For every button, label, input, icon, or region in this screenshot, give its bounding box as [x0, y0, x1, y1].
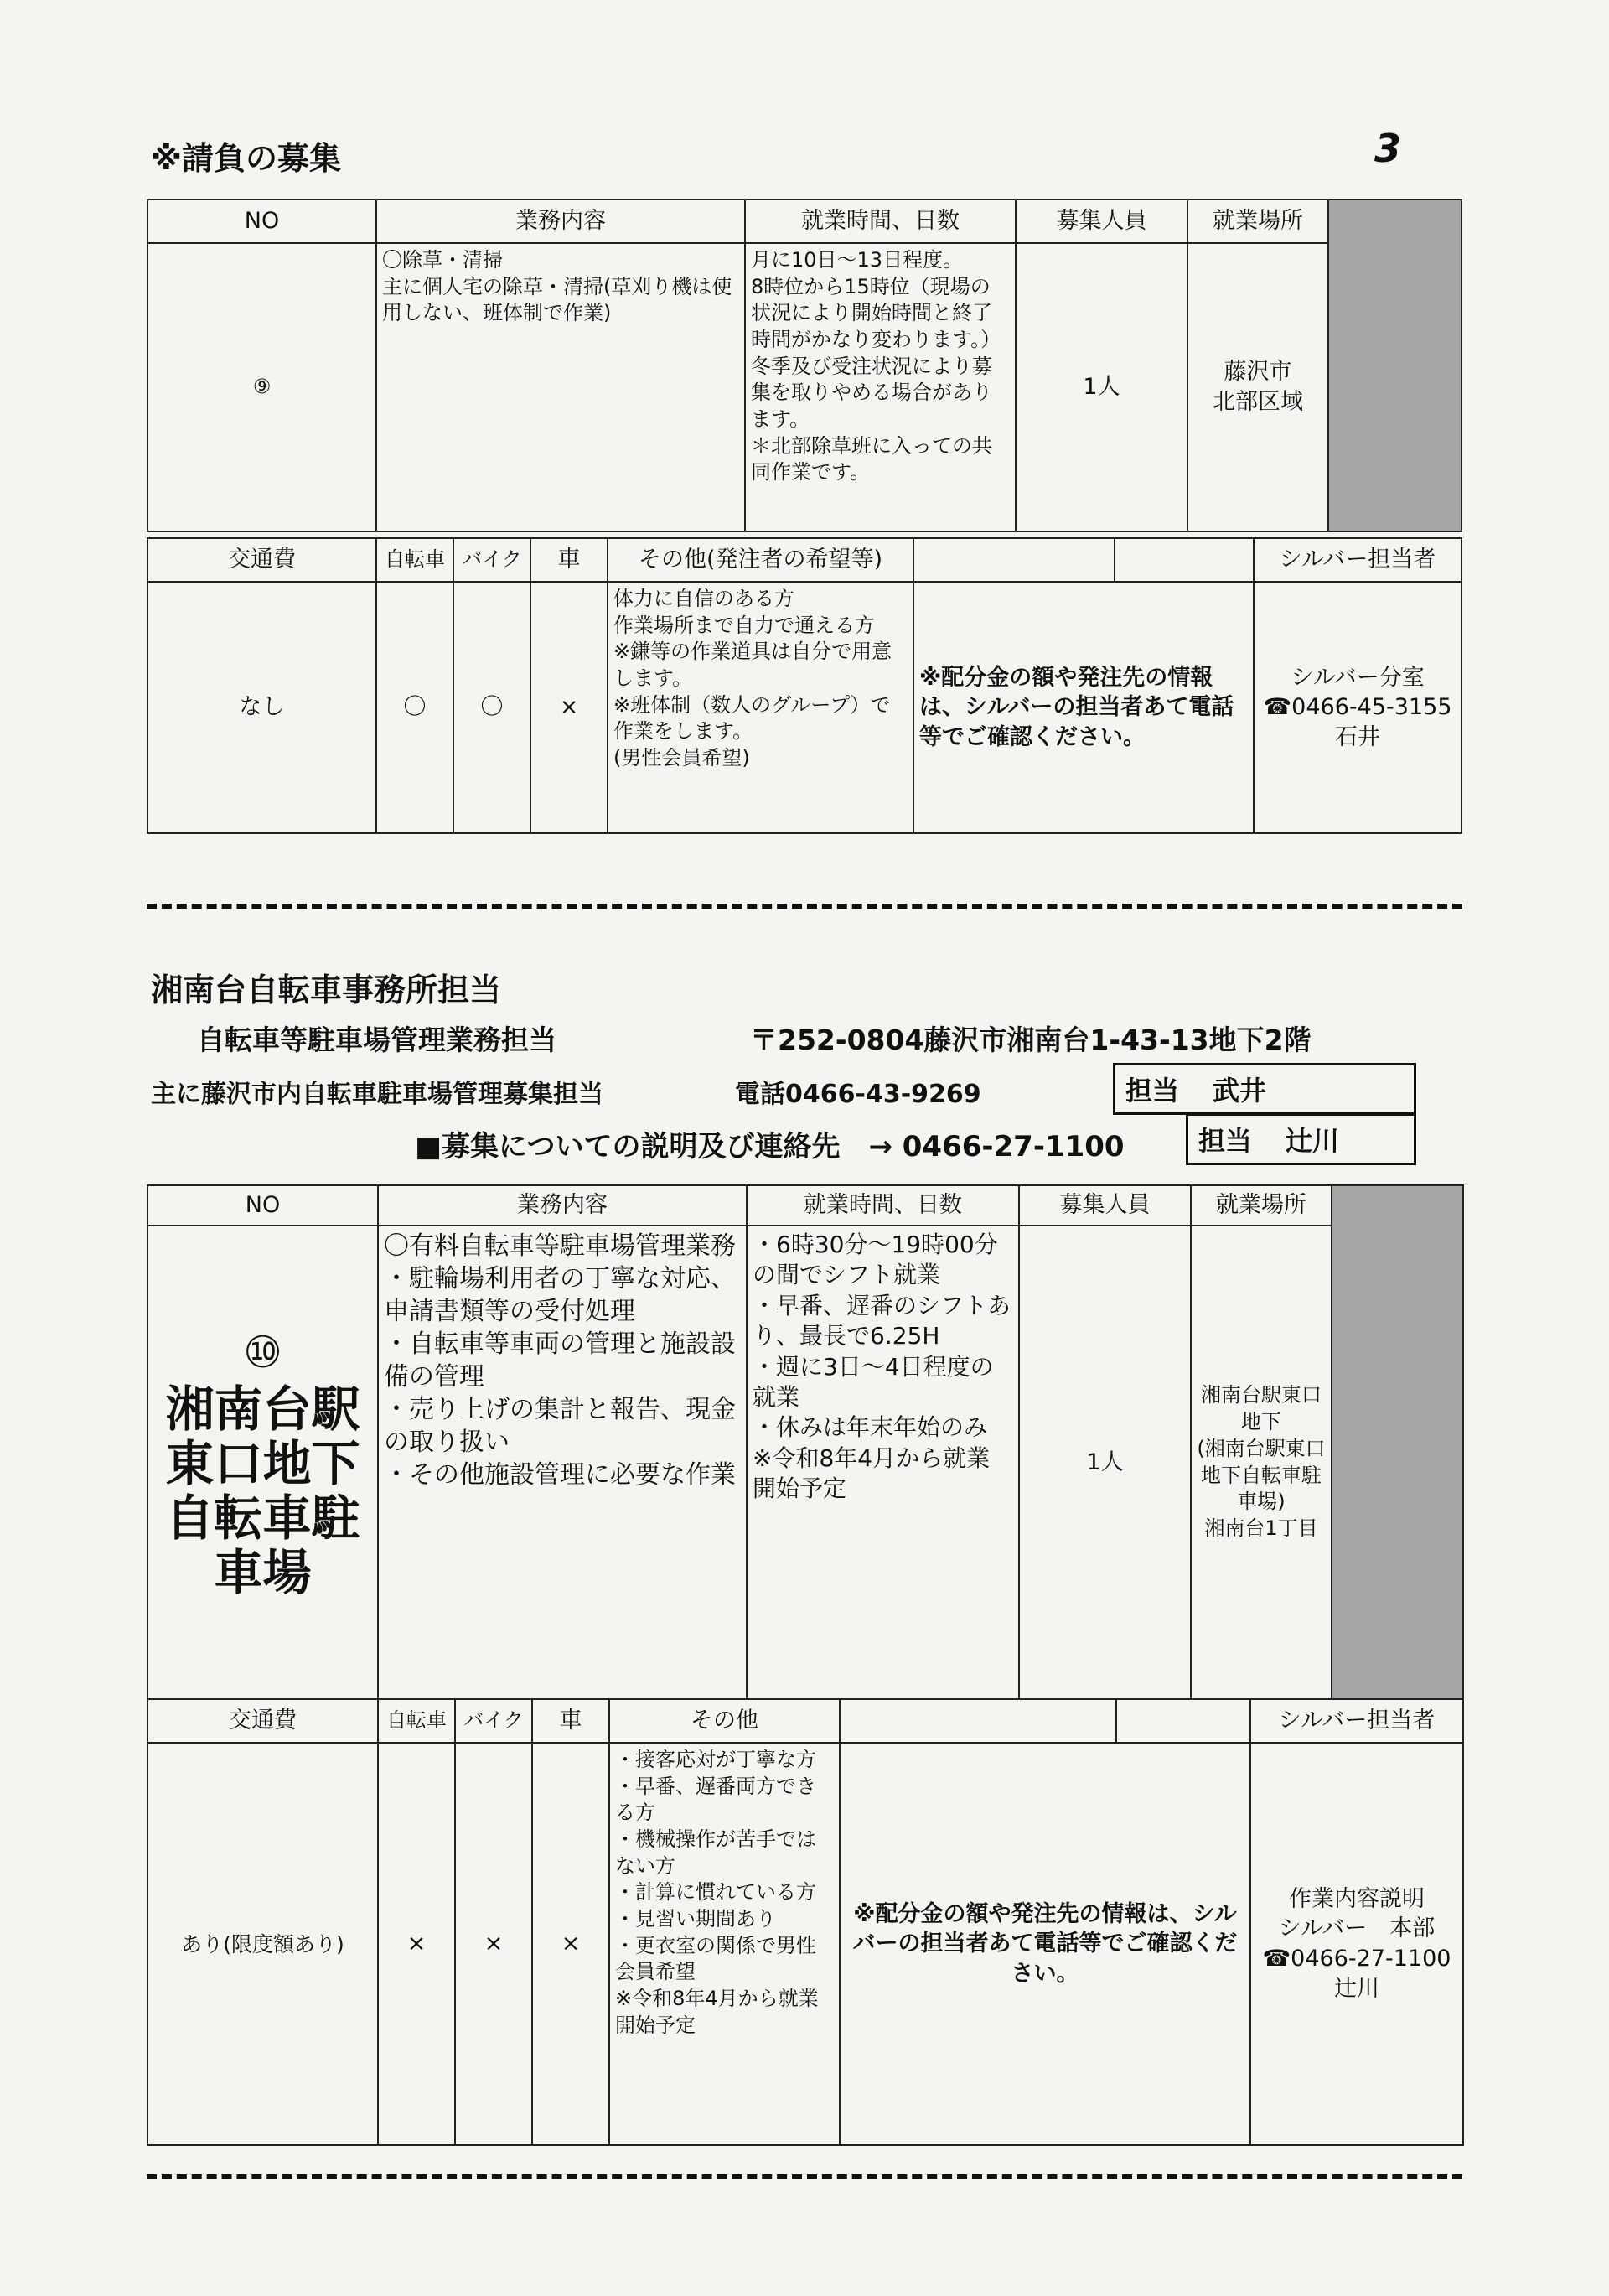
- box-label: 担当: [1125, 1075, 1180, 1107]
- header-other: その他: [609, 1699, 840, 1743]
- transport-value: あり(限度額あり): [147, 1743, 378, 2145]
- staff-value: シルバー分室 ☎0466-45-3155 石井: [1254, 582, 1462, 833]
- header-staff: シルバー担当者: [1254, 538, 1462, 582]
- header-bike: バイク: [453, 538, 530, 582]
- header-no: NO: [147, 1185, 378, 1226]
- shaded-cell: [1332, 1185, 1463, 1699]
- header-work: 業務内容: [378, 1185, 747, 1226]
- job-table-2: [147, 1184, 1464, 1700]
- divider-line: [147, 2174, 1462, 2179]
- shaded-cell: [1328, 200, 1462, 531]
- job-number: ⑩: [243, 1328, 282, 1379]
- section-title: ※請負の募集: [151, 140, 341, 177]
- blank-cell: [1115, 538, 1254, 582]
- header-other: その他(発注者の希望等): [608, 538, 913, 582]
- job-table-1: [147, 199, 1462, 532]
- header-transport: 交通費: [147, 1699, 378, 1743]
- bike-value: ×: [455, 1743, 532, 2145]
- conditions-table-2: [147, 1698, 1464, 2146]
- staff-value: 作業内容説明 シルバー 本部 ☎0466-27-1100 辻川: [1250, 1743, 1463, 2145]
- contact-box-takei: [1113, 1063, 1416, 1115]
- header-people: 募集人員: [1016, 200, 1187, 243]
- job-location-name: 湘南台駅 東口地下 自転車駐 車場: [165, 1380, 360, 1601]
- other-value: 体力に自信のある方 作業場所まで自力で通える方 ※鎌等の作業道具は自分で用意します。 ※班体制（数人のグループ）で作業をします。 (男性会員希望): [608, 582, 913, 833]
- office-phone: 電話0466-43-9269: [735, 1080, 981, 1109]
- header-staff: シルバー担当者: [1250, 1699, 1463, 1743]
- job-hours: ・6時30分～19時00分の間でシフト就業 ・早番、遅番のシフトあり、最長で6.25H ・週に3日～4日程度の就業 ・休みは年末年始のみ ※令和8年4月から就業開始予定: [747, 1226, 1019, 1699]
- job-work: 〇有料自転車等駐車場管理業務 ・駐輪場利用者の丁寧な対応、申請書類等の受付処理 ・自転車等車両の管理と施設設備の管理 ・売り上げの集計と報告、現金の取り扱い ・その他施設管理に必要な作業: [378, 1226, 747, 1699]
- job-number-cell: [147, 1226, 378, 1699]
- office-title: 湘南台自転車事務所担当: [151, 972, 502, 1008]
- header-bicycle: 自転車: [378, 1699, 455, 1743]
- box-name: 辻川: [1286, 1125, 1340, 1157]
- fee-note: ※配分金の額や発注先の情報は、シルバーの担当者あて電話等でご確認ください。: [913, 582, 1254, 833]
- header-car: 車: [530, 538, 608, 582]
- job-people: 1人: [1016, 243, 1187, 531]
- job-work: 〇除草・清掃 主に個人宅の除草・清掃(草刈り機は使用しない、班体制で作業): [376, 243, 745, 531]
- bike-value: 〇: [453, 582, 530, 833]
- box-name: 武井: [1213, 1075, 1267, 1107]
- transport-value: なし: [147, 582, 376, 833]
- duty-title: 自転車等駐車場管理業務担当: [197, 1024, 556, 1056]
- job-hours: 月に10日～13日程度。 8時位から15時位（現場の状況により開始時間と終了時間がかなり変わります。） 冬季及び受注状況により募集を取りやめる場合があります。 ＊北部除草班に入っての共同作業です。: [745, 243, 1016, 531]
- header-bicycle: 自転車: [376, 538, 453, 582]
- office-address: 〒252-0804藤沢市湘南台1-43-13地下2階: [750, 1024, 1312, 1056]
- contact-box-tsujikawa: [1186, 1113, 1416, 1165]
- car-value: ×: [532, 1743, 609, 2145]
- job-number: ⑨: [147, 243, 376, 531]
- header-place: 就業場所: [1191, 1185, 1332, 1226]
- header-car: 車: [532, 1699, 609, 1743]
- header-bike: バイク: [455, 1699, 532, 1743]
- bicycle-value: 〇: [376, 582, 453, 833]
- other-value: ・接客応対が丁寧な方 ・早番、遅番両方できる方 ・機械操作が苦手ではない方 ・計算に慣れている方 ・見習い期間あり ・更衣室の関係で男性会員希望 ※令和8年4月から就業開始予定: [609, 1743, 840, 2145]
- header-transport: 交通費: [147, 538, 376, 582]
- conditions-table-1: [147, 537, 1462, 834]
- header-place: 就業場所: [1187, 200, 1328, 243]
- job-place: 湘南台駅東口地下 (湘南台駅東口地下自転車駐車場) 湘南台1丁目: [1191, 1226, 1332, 1699]
- contact-line: ■募集についての説明及び連絡先 → 0466-27-1100: [415, 1130, 1125, 1164]
- header-no: NO: [147, 200, 376, 243]
- job-people: 1人: [1019, 1226, 1191, 1699]
- main-duty: 主に藤沢市内自転車駐車場管理募集担当: [151, 1080, 603, 1109]
- box-label: 担当: [1198, 1125, 1253, 1157]
- page-number: 3: [1374, 126, 1402, 171]
- header-work: 業務内容: [376, 200, 745, 243]
- header-hours: 就業時間、日数: [747, 1185, 1019, 1226]
- header-hours: 就業時間、日数: [745, 200, 1016, 243]
- blank-cell: [1116, 1699, 1250, 1743]
- job-place: 藤沢市 北部区域: [1187, 243, 1328, 531]
- blank-cell: [913, 538, 1115, 582]
- divider-line: [147, 904, 1462, 909]
- blank-cell: [840, 1699, 1116, 1743]
- header-people: 募集人員: [1019, 1185, 1191, 1226]
- car-value: ×: [530, 582, 608, 833]
- fee-note: ※配分金の額や発注先の情報は、シルバーの担当者あて電話等でご確認ください。: [840, 1743, 1250, 2145]
- bicycle-value: ×: [378, 1743, 455, 2145]
